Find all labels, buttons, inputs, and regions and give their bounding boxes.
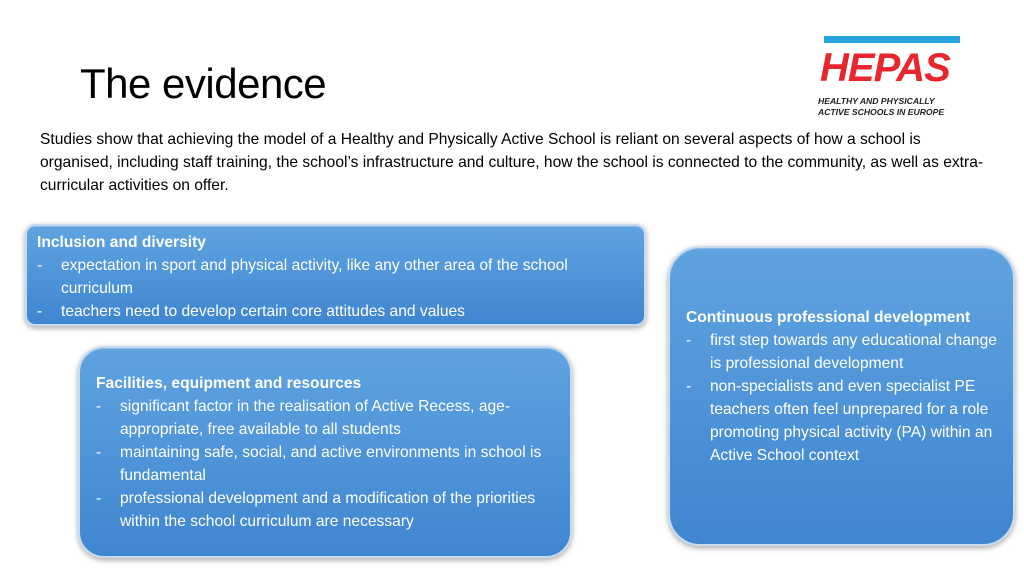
list-item-text: significant factor in the realisation of Active Recess, age-appropriate, free available to all students xyxy=(120,398,511,438)
list-item xyxy=(37,254,634,300)
logo-bar xyxy=(824,36,960,43)
inclusion-diversity-box xyxy=(25,224,646,326)
list-item-text: expectation in sport and physical activity, like any other area of the school curriculum xyxy=(61,257,568,297)
slide-title: The evidence xyxy=(80,60,327,107)
bullet-dash: - xyxy=(96,398,102,415)
logo-subtitle-line-1: HEALTHY AND PHYSICALLY xyxy=(818,96,935,106)
bullet-dash: - xyxy=(96,444,102,461)
list-item xyxy=(686,375,997,467)
list-item xyxy=(96,487,554,533)
bullet-dash: - xyxy=(686,378,692,395)
bullet-dash: - xyxy=(686,332,692,349)
logo-wordmark: HEPAS xyxy=(820,46,950,90)
box-heading: Continuous professional development xyxy=(686,309,971,326)
list-item xyxy=(686,329,997,375)
list-item-text: first step towards any educational change is professional development xyxy=(710,332,997,372)
list-item xyxy=(37,300,634,323)
box-heading: Inclusion and diversity xyxy=(37,234,206,251)
facilities-equipment-box xyxy=(78,346,572,558)
list-item-text: professional development and a modification of the priorities within the school curriculum are necessary xyxy=(120,490,536,530)
bullet-dash: - xyxy=(37,257,43,274)
list-item-text: non-specialists and even specialist PE teachers often feel unprepared for a role promoting physical activity (PA) within an Active School context xyxy=(710,378,993,464)
logo-subtitle xyxy=(818,96,944,118)
list-item-text: teachers need to develop certain core attitudes and values xyxy=(61,303,465,320)
professional-development-box xyxy=(668,246,1015,546)
intro-paragraph: Studies show that achieving the model of a Healthy and Physically Active School is reliant on several aspects of how a school is organised, including staff training, the school’s infrastructure and culture, how the school is connected to the community, as well as extra-curricular activities on offer. xyxy=(40,131,984,194)
box-heading: Facilities, equipment and resources xyxy=(96,375,362,392)
bullet-dash: - xyxy=(96,490,102,507)
bullet-dash: - xyxy=(37,303,43,320)
hepas-logo xyxy=(818,36,968,120)
list-item xyxy=(96,441,554,487)
list-item xyxy=(96,395,554,441)
list-item-text: maintaining safe, social, and active environments in school is fundamental xyxy=(120,444,542,484)
logo-subtitle-line-2: ACTIVE SCHOOLS IN EUROPE xyxy=(818,107,945,117)
